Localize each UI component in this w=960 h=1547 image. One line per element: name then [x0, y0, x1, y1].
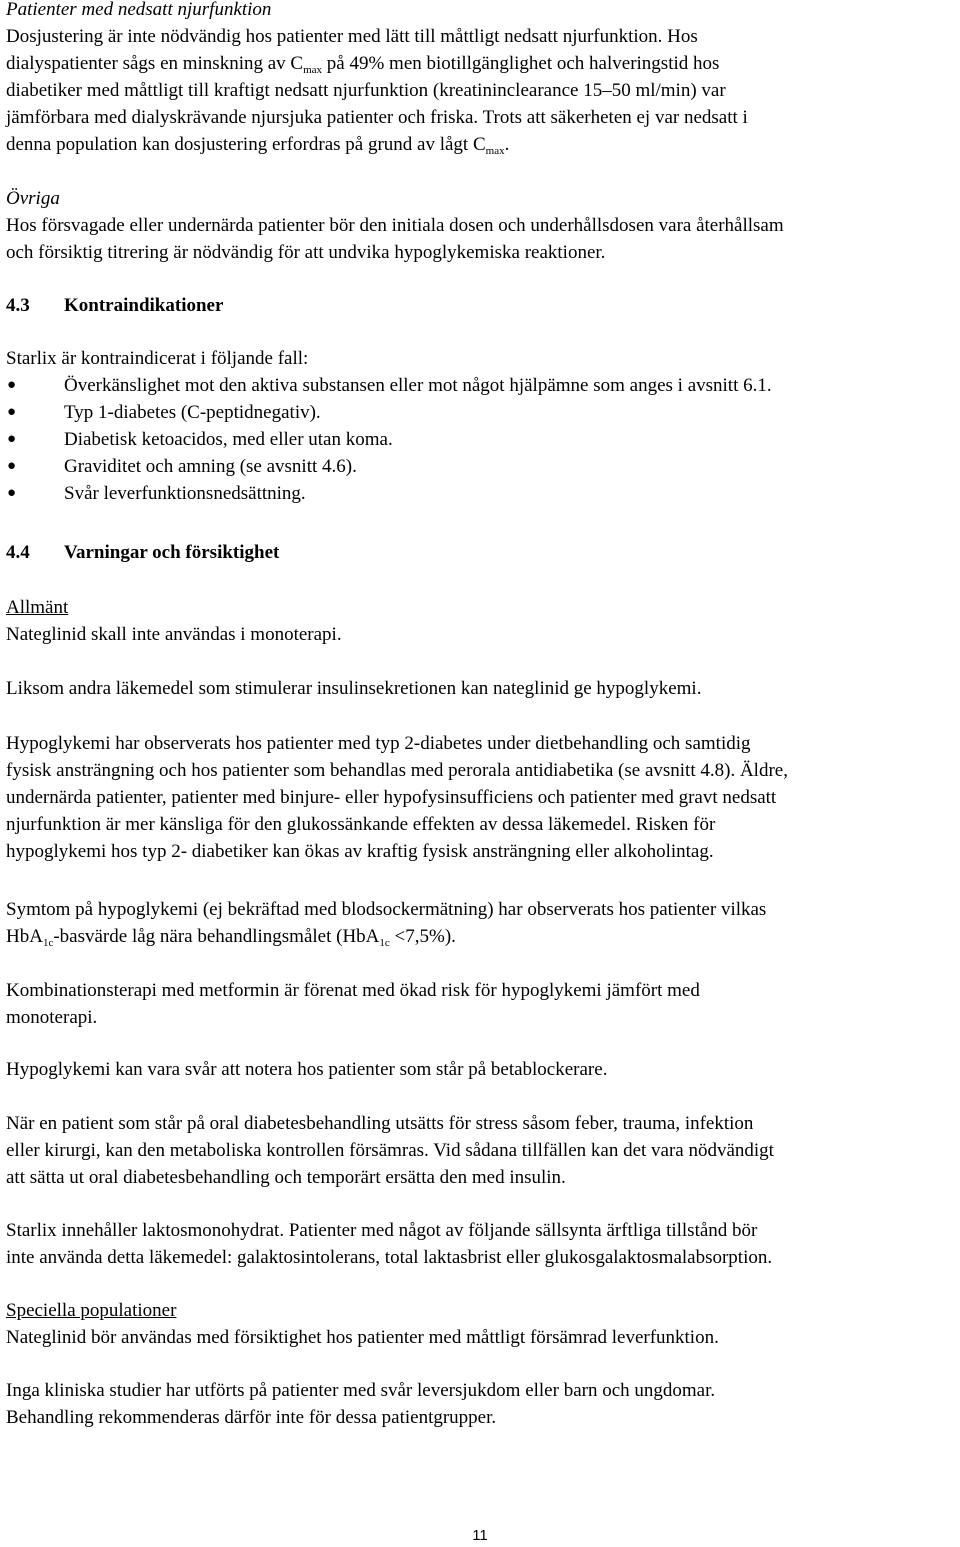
page-number: 11: [472, 1527, 488, 1544]
list-item: ● Överkänslighet mot den aktiva substansen eller mot något hjälpämne som anges i avsnitt 6.1.: [6, 372, 956, 399]
list-item: ● Typ 1-diabetes (C-peptidnegativ).: [6, 399, 956, 426]
bullet-icon: ●: [7, 458, 17, 474]
bullet-icon: ●: [7, 377, 17, 393]
bullet-icon: ●: [7, 431, 17, 447]
special-populations-heading: Speciella populationer: [6, 1300, 177, 1321]
renal-line-5: denna population kan dosjustering erfordras på grund av lågt $C_{max}$.: [6, 134, 510, 157]
paragraph: När en patient som står på oral diabetesbehandling utsätts för stress såsom feber, trauma, infektion eller kirurgi, kan den metaboliska kontrollen försämras. Vid sådana tillfällen kan det vara nödvändigt att sätta ut oral diabetesbehandling och temporärt ersätta den med insulin.: [6, 1113, 774, 1188]
bullet-icon: ●: [7, 404, 17, 420]
other-line-1: Hos försvagade eller undernärda patienter bör den initiala dosen och underhållsdosen vara återhållsam: [6, 215, 784, 236]
section-4-3-heading: [6, 292, 956, 319]
other-heading: Övriga: [6, 188, 60, 209]
renal-line-1: Dosjustering är inte nödvändig hos patienter med lätt till måttligt nedsatt njurfunktion. Hos: [6, 26, 698, 47]
list-item: ● Diabetisk ketoacidos, med eller utan koma.: [6, 426, 956, 453]
list-item: ● Svår leverfunktionsnedsättning.: [6, 480, 956, 507]
contraindications-intro: Starlix är kontraindicerat i följande fall:: [6, 348, 309, 369]
bullet-icon: ●: [7, 485, 17, 501]
section-4-4-heading: [6, 539, 956, 566]
renal-line-3: diabetiker med måttligt till kraftigt nedsatt njurfunktion (kreatininclearance 15–50 ml/min) var: [6, 80, 726, 101]
general-block: [6, 594, 956, 648]
renal-line-4: jämförbara med dialyskrävande njursjuka patienter och friska. Trots att säkerheten ej var nedsatt i: [6, 107, 748, 128]
section-title: Varningar och försiktighet: [64, 542, 280, 563]
renal-section: [6, 0, 956, 158]
special-populations-block: [6, 1297, 956, 1351]
paragraph: Nateglinid bör användas med försiktighet hos patienter med måttligt försämrad leverfunktion.: [6, 1327, 719, 1348]
general-heading: Allmänt: [6, 597, 69, 618]
paragraph: Starlix innehåller laktosmonohydrat. Patienter med något av följande sällsynta ärftliga tillstånd bör inte använda detta läkemedel: galaktosintolerans, total laktasbrist eller glukosgalaktosmalabsorption.: [6, 1220, 773, 1268]
paragraph: Liksom andra läkemedel som stimulerar insulinsekretionen kan nateglinid ge hypoglykemi.: [6, 678, 702, 699]
paragraph: Inga kliniska studier har utförts på patienter med svår leversjukdom eller barn och ungdomar. Behandling rekommenderas därför inte för dessa patientgrupper.: [6, 1380, 716, 1428]
renal-line-2: dialyspatienter sågs en minskning av $C_{max}$ på 49% men biotillgänglighet och halveringstid hos: [6, 53, 720, 76]
other-section: [6, 185, 956, 266]
section-number: 4.4: [6, 542, 30, 563]
paragraph: Kombinationsterapi med metformin är förenat med ökad risk för hypoglykemi jämfört med monoterapi.: [6, 980, 700, 1028]
renal-heading: Patienter med nedsatt njurfunktion: [6, 0, 272, 20]
paragraph: Symtom på hypoglykemi (ej bekräftad med blodsockermätning) har observerats hos patienter vilkas HbA$_{1c}$-basvärde låg nära behandlingsmålet (HbA$_{1c}$ <7,5%).: [6, 899, 767, 949]
paragraph: Nateglinid skall inte användas i monoterapi.: [6, 624, 342, 645]
paragraph: Hypoglykemi kan vara svår att notera hos patienter som står på betablockerare.: [6, 1059, 608, 1080]
other-line-2: och försiktig titrering är nödvändig för att undvika hypoglykemiska reaktioner.: [6, 242, 606, 263]
section-number: 4.3: [6, 295, 30, 316]
list-item: ● Graviditet och amning (se avsnitt 4.6).: [6, 453, 956, 480]
paragraph: Hypoglykemi har observerats hos patienter med typ 2-diabetes under dietbehandling och samtidig fysisk ansträngning och hos patienter som behandlas med perorala antidiabetika (se avsnitt 4.8). Äldre, undernärda patienter, patienter med binjure- eller hypofysinsufficiens och patienter med gravt nedsatt njurfunktion är mer känsliga för den glukossänkande effekten av dessa läkemedel. Risken för hypoglykemi hos typ 2- diabetiker kan ökas av kraftig fysisk ansträngning eller alkoholintag.: [6, 733, 788, 862]
contraindications-list: [6, 372, 956, 507]
section-title: Kontraindikationer: [64, 295, 224, 316]
